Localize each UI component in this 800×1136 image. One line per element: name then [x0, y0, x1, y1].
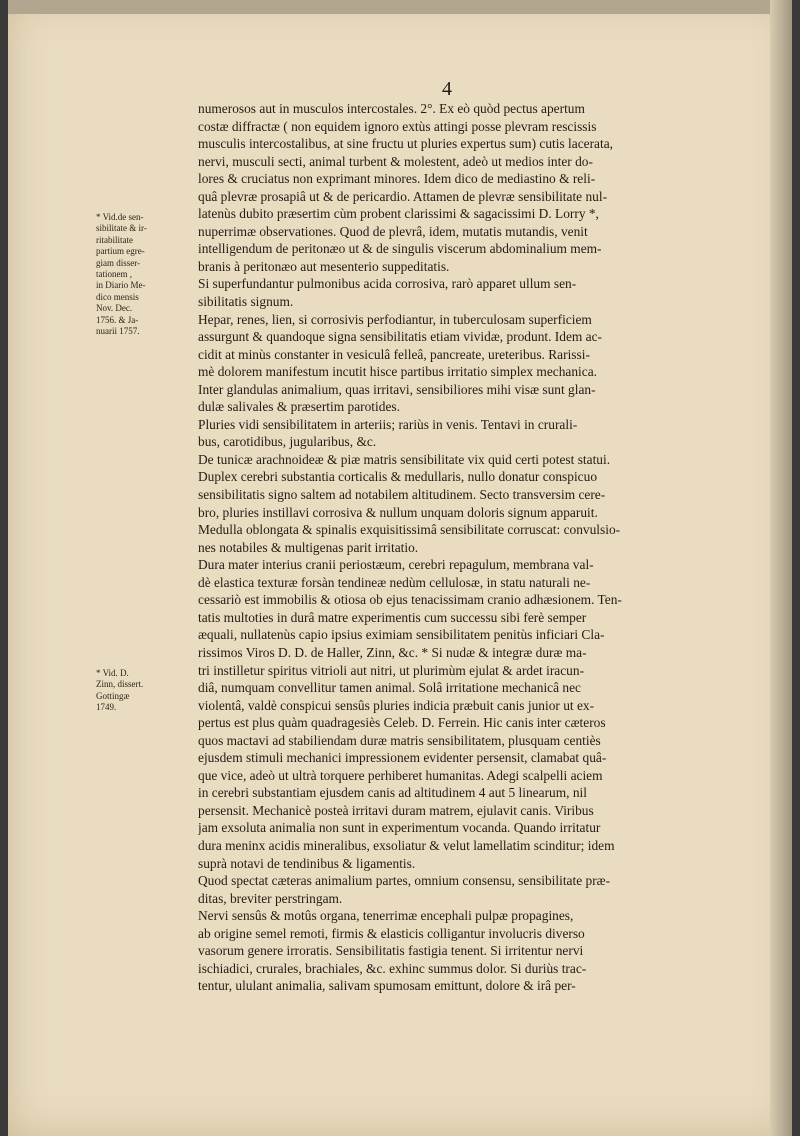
margin-note-line: tationem ,: [96, 269, 132, 280]
body-text: [198, 100, 738, 995]
text-line: ischiadici, crurales, brachiales, &c. exhinc summus dolor. Si duriùs trac-: [198, 960, 587, 976]
text-line: jam exsoluta animalia non sunt in experimentum vocanda. Quando irritatur: [198, 820, 601, 836]
text-line: Nervi sensûs & motûs organa, tenerrimæ encephali pulpæ propagines,: [198, 908, 574, 924]
text-line: ejusdem stimuli mechanici impressionem evidenter persensit, clamabat quâ-: [198, 750, 607, 766]
margin-note-line: in Diario Me-: [96, 280, 146, 291]
margin-note-line: Zinn, dissert.: [96, 679, 144, 690]
text-line: Inter glandulas animalium, quas irritavi, sensibiliores mihi visæ sunt glan-: [198, 381, 596, 397]
book-page: [8, 0, 792, 1136]
margin-note-line: giam disser-: [96, 257, 141, 268]
text-line: diâ, numquam convellitur tamen animal. Solâ irritatione mechanicâ nec: [198, 680, 581, 696]
text-line: vasorum genere irroratis. Sensibilitatis fastigia tenent. Si irritentur nervi: [198, 943, 584, 959]
text-line: numerosos aut in musculos intercostales. 2°. Ex eò quòd pectus apertum: [198, 101, 585, 116]
text-line: sensibilitatis signo saltem ad notabilem altitudinem. Secto transversim cere-: [198, 487, 606, 503]
text-line: quâ plevræ prosapiâ ut & de pericardio. Attamen de plevræ sensibilitate nul-: [198, 188, 608, 204]
text-line: pertus est plus quàm quadragesiès Celeb. D. Ferrein. Hic canis inter cæteros: [198, 715, 606, 731]
text-line: quos mactavi ad stabiliendam duræ matris sensibilitatem, plusquam centiès: [198, 732, 601, 748]
text-line: suprà notavi de tendinibus & ligamentis.: [198, 855, 416, 871]
text-line: Duplex cerebri substantia corticalis & medullaris, nullo donatur conspicuo: [198, 469, 598, 485]
margin-note-line: partium egre-: [96, 246, 145, 257]
text-line: De tunicæ arachnoideæ & piæ matris sensibilitate vix quid certi potest statui.: [198, 451, 611, 467]
margin-note-line: nuarii 1757.: [96, 326, 140, 337]
margin-note-line: ritabilitate: [96, 234, 133, 245]
margin-note-line: 1756. & Ja-: [96, 314, 139, 325]
page-top-edge: [8, 0, 792, 14]
margin-note-line: Gottingæ: [96, 690, 130, 701]
margin-note-line: * Vid.de sen-: [96, 212, 144, 222]
text-line: latenùs dubito præsertim cùm probent clarissimi & sagacissimi D. Lorry *,: [198, 206, 599, 222]
text-line: violentâ, valdè conspicui sensûs pluries indicia præbuit canis junior ut ex-: [198, 697, 595, 713]
text-line: lores & cruciatus non exprimant minores. Idem dico de mediastino & reli-: [198, 171, 596, 187]
text-line: bro, pluries instillavi corrosiva & nullum unquam doloris signum apparuit.: [198, 504, 598, 520]
text-line: intelligendum de peritonæo ut & de singulis viscerum abdominalium mem-: [198, 241, 602, 257]
text-line: Quod spectat cæteras animalium partes, omnium consensu, sensibilitate præ-: [198, 873, 611, 889]
text-line: nervi, musculi secti, animal turbent & molestent, adeò ut medios inter do-: [198, 153, 593, 169]
text-line: que vice, adeò ut ultrà torquere perhiberet humanitas. Adegi scalpelli aciem: [198, 767, 603, 783]
text-line: dè elastica texturæ forsàn tendineæ nedùm cellulosæ, in statu naturali ne-: [198, 574, 591, 590]
text-line: ditas, breviter perstringam.: [198, 890, 343, 906]
text-line: sibilitatis signum.: [198, 294, 294, 310]
page-number: 4: [442, 78, 452, 100]
text-line: Dura mater interius cranii periostæum, cerebri repagulum, membrana val-: [198, 557, 594, 573]
text-line: dulæ salivales & præsertim parotides.: [198, 399, 400, 415]
text-line: Hepar, renes, lien, si corrosivis perfodiantur, in tuberculosam superficiem: [198, 311, 592, 327]
text-line: rissimos Viros D. D. de Haller, Zinn, &c. * Si nudæ & integræ duræ ma-: [198, 644, 587, 660]
text-line: in cerebri substantiam ejusdem canis ad altitudinem 4 aut 5 linearum, nil: [198, 785, 587, 801]
margin-note-line: * Vid. D.: [96, 668, 129, 678]
text-line: tentur, ululant animalia, salivam spumosam emittunt, dolore & irâ per-: [198, 978, 576, 994]
text-line: nes notabiles & multigenas parit irritatio.: [198, 539, 419, 555]
text-line: ab origine semel remoti, firmis & elasticis colligantur involucris diverso: [198, 925, 585, 941]
text-line: musculis intercostalibus, at sine fructu ut pluries expertus sum) cutis lacerata,: [198, 136, 613, 152]
margin-note-line: dico mensis: [96, 291, 139, 302]
text-line: tatis multoties in durâ matre experimentis cum successu sibi ferè semper: [198, 609, 587, 625]
text-line: Medulla oblongata & spinalis exquisitissimâ sensibilitate corruscat: convulsio-: [198, 522, 621, 538]
text-line: branis à peritonæo aut mesenterio suppeditatis.: [198, 258, 450, 274]
text-line: mè dolorem manifestum incutit hisce partibus irritatio simplex mechanica.: [198, 364, 598, 380]
margin-note-line: Nov. Dec.: [96, 303, 133, 314]
text-line: Si superfundantur pulmonibus acida corrosiva, rarò apparet ullum sen-: [198, 276, 577, 292]
text-line: tri instilletur spiritus vitrioli aut nitri, ut plurimùm ejulat & ardet iracun-: [198, 662, 585, 678]
text-line: bus, carotidibus, jugularibus, &c.: [198, 434, 377, 450]
text-line: Pluries vidi sensibilitatem in arteriis; rariùs in venis. Tentavi in crurali-: [198, 416, 578, 432]
margin-note-zinn: [96, 668, 192, 714]
text-line: cessariò est immobilis & otiosa ob ejus tenacissimam cranio adhæsionem. Ten-: [198, 592, 622, 608]
text-line: æquali, nullatenùs capio ipsius eximiam sensibilitatem penitùs inficiari Cla-: [198, 627, 605, 643]
text-line: dura meninx acidis mineralibus, exsoliatur & velut lamellatim scinditur; idem: [198, 837, 615, 853]
text-line: cidit at minùs constanter in vesiculâ felleâ, pancreate, ureteribus. Rarissi-: [198, 346, 590, 362]
text-line: nuperrimæ observationes. Quod de plevrâ, idem, mutatis mutandis, venit: [198, 223, 588, 239]
margin-note-lorry: [96, 212, 192, 337]
page-right-edge: [770, 0, 792, 1136]
text-line: assurgunt & quandoque signa sensibilitatis etiam vividæ, produnt. Idem ac-: [198, 329, 603, 345]
text-line: persensit. Mechanicè posteà irritavi duram matrem, ejulavit canis. Viribus: [198, 802, 594, 818]
margin-note-line: 1749.: [96, 702, 117, 713]
text-line: costæ diffractæ ( non equidem ignoro extùs attingi posse plevram rescissis: [198, 118, 597, 134]
margin-note-line: sibilitate & ir-: [96, 223, 147, 234]
